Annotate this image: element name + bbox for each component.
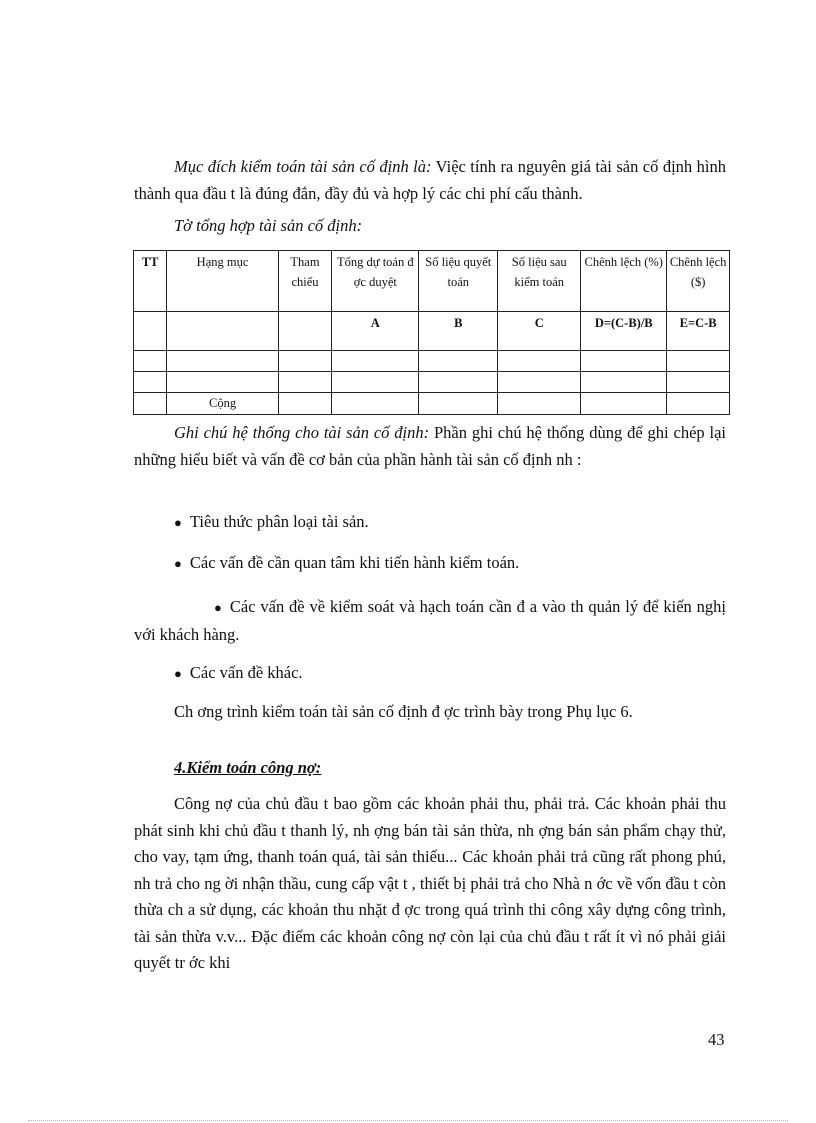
bullet-icon: ● (174, 515, 182, 530)
paragraph-receivables: Công nợ của chủ đầu t bao gồm các khoản phải thu, phải trả. Các khoản phải thu phát sinh khi chủ đầu t thanh lý, nh ợng bán tài sản thừa, nh ợng bán sản phẩm chạy thử, cho vay, tạm ứng, thanh toán quá, tài sản thiếu... Các khoản phải trả cũng rất phong phú, nh trả cho ng ời nhận thầu, cung cấp vật t , thiết bị phải trả cho Nhà n ớc về vốn đầu t còn thừa ch a sử dụng, các khoản thu nhặt đ ợc trong quá trình thi công xây dựng công trình, tài sản thừa v.v... Đặc điểm các khoản công nợ còn lại của chủ đầu t rất ít vì nó phải giải quyết tr ớc khi (134, 794, 726, 972)
bullet-item: ● Tiêu thức phân loại tài sản. (174, 509, 369, 537)
table-row (134, 372, 730, 393)
audit-purpose-lead: Mục đích kiểm toán tài sản cố định là: (174, 157, 432, 176)
table-code-row (134, 312, 730, 351)
paragraph-system-notes (134, 420, 726, 473)
paragraph-audit-program: Ch ơng trình kiểm toán tài sản cố định đ ợc trình bày trong Phụ lục 6. (174, 702, 633, 721)
bullet-item: ● Các vấn đề về kiểm soát và hạch toán cần đ a vào th quản lý để kiến nghị với khách hàng. (134, 597, 726, 644)
header-tt: TT (134, 251, 167, 312)
footer-divider (28, 1120, 788, 1121)
code-cell (134, 312, 167, 351)
header-approved-estimate: Tổng dự toán đ ợc duyệt (332, 251, 419, 312)
system-notes-lead: Ghi chú hệ thống cho tài sản cố định: (174, 423, 430, 442)
header-reference: Tham chiếu (278, 251, 332, 312)
code-a: A (332, 312, 419, 351)
bullet-icon: ● (174, 556, 182, 571)
header-settlement: Số liệu quyết toán (419, 251, 498, 312)
code-d: D=(C-B)/B (581, 312, 667, 351)
paragraph-audit-purpose (134, 154, 726, 207)
table-caption: Tờ tổng hợp tài sản cố định: (174, 216, 363, 235)
header-after-audit: Số liệu sau kiểm toán (498, 251, 581, 312)
bullet-item: ● Các vấn đề cần quan tâm khi tiến hành kiểm toán. (174, 550, 519, 578)
header-diff-amount: Chênh lệch ($) (667, 251, 730, 312)
bullet-item: ● Các vấn đề khác. (174, 660, 303, 688)
table-total-row (134, 393, 730, 415)
bullet-icon: ● (174, 666, 182, 681)
code-cell (167, 312, 278, 351)
page-number: 43 (708, 1030, 725, 1049)
bullet-icon: ● (214, 600, 222, 615)
code-e: E=C-B (667, 312, 730, 351)
total-label: Cộng (167, 393, 278, 415)
code-b: B (419, 312, 498, 351)
system-notes-body: Phần ghi chú hệ thống dùng để ghi chép lại những hiểu biết và vấn đề cơ bản của phần hành tài sản cố định nh : (134, 423, 726, 469)
section-heading-receivables: 4.Kiểm toán công nợ: (174, 758, 322, 777)
header-item: Hạng mục (167, 251, 278, 312)
header-diff-percent: Chênh lệch (%) (581, 251, 667, 312)
code-cell (278, 312, 332, 351)
table-header-row (134, 251, 730, 312)
audit-purpose-body: Việc tính ra nguyên giá tài sản cố định hình thành qua đầu t là đúng đắn, đầy đủ và hợp lý các chi phí cấu thành. (134, 157, 726, 203)
code-c: C (498, 312, 581, 351)
table-row (134, 351, 730, 372)
asset-summary-table (133, 250, 730, 415)
